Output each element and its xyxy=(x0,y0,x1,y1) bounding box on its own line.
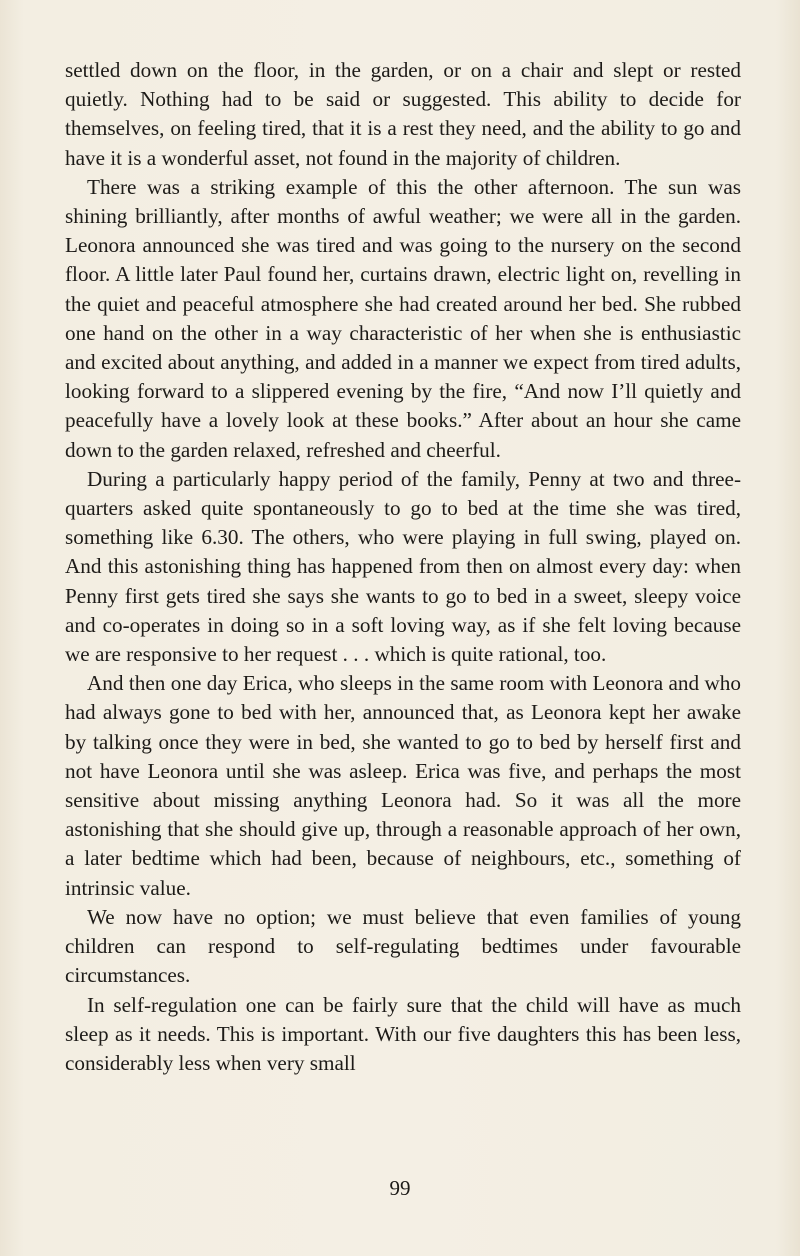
paragraph-2: There was a striking example of this the other afternoon. The sun was shining brilliantly, after months of awful weather; we were all in the garden. Leonora announced she was tired and was going to the nursery on the second floor. A little later Paul found her, curtains drawn, electric light on, revelling in the quiet and peaceful atmosphere she had created around her bed. She rubbed one hand on the other in a way characteristic of her when she is enthusiastic and excited about anything, and added in a manner we expect from tired adults, looking forward to a slippered evening by the fire, “And now I’ll quietly and peacefully have a lovely look at these books.” After about an hour she came down to the garden relaxed, refreshed and cheerful. xyxy=(65,174,741,462)
paragraph-1: settled down on the floor, in the garden, or on a chair and slept or rested quietly. Nothing had to be said or suggested. This ability to decide for themselves, on feeling tired, that it is a rest they need, and the ability to go and have it is a wonderful asset, not found in the majority of children. xyxy=(65,58,741,170)
paragraph-4: And then one day Erica, who sleeps in the same room with Leonora and who had always gone to bed with her, announced that, as Leonora kept her awake by talking once they were in bed, she wanted to go to bed by herself first and not have Leonora until she was asleep. Erica was five, and perhaps the most sensitive about missing anything Leonora had. So it was all the more astonishing that she should give up, through a reasonable approach of her own, a later bedtime which had been, because of neighbours, etc., something of intrinsic value. xyxy=(65,671,741,900)
paragraph-3: During a particularly happy period of the family, Penny at two and three-quarters asked quite spontaneously to go to bed at the time she was tired, something like 6.30. The others, who were playing in full swing, played on. And this astonishing thing has happened from then on almost every day: when Penny first gets tired she says she wants to go to bed in a sweet, sleepy voice and co-operates in doing so in a soft loving way, as if she felt loving because we are responsive to her request . . . which is quite rational, too. xyxy=(65,466,741,667)
body-text xyxy=(65,56,741,1078)
paragraph-6: In self-regulation one can be fairly sure that the child will have as much sleep as it needs. This is important. With our five daughters this has been less, considerably less when very small xyxy=(65,992,741,1075)
paragraph-5: We now have no option; we must believe that even families of young children can respond to self-regulating bedtimes under favourable circumstances. xyxy=(65,904,741,988)
page-number: 99 xyxy=(389,1176,411,1200)
